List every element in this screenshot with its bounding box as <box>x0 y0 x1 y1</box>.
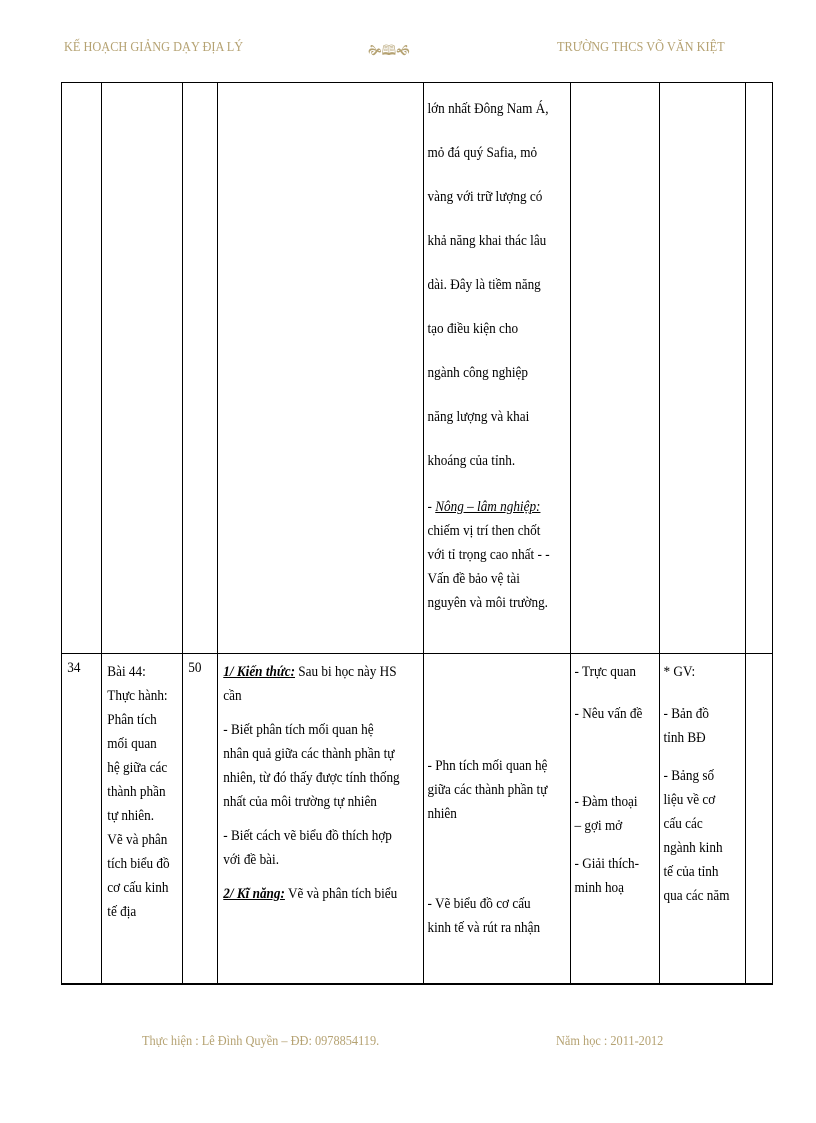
method-cell <box>571 654 660 984</box>
period-cell <box>183 654 218 984</box>
equipment-item: - Bảng số <box>663 768 715 784</box>
skill-text: Vẽ và phân tích biểu <box>284 886 398 902</box>
lesson-line: tích biểu đồ <box>107 856 170 872</box>
equipment-item: liệu về cơ <box>663 792 716 808</box>
method-item: - Nêu vấn đề <box>574 706 643 722</box>
equipment-item: cấu các <box>663 816 703 832</box>
method-item: - Trực quan <box>574 664 636 680</box>
method-item: - Giải thích- <box>574 856 640 872</box>
content-line: kinh tế và rút ra nhận <box>427 920 541 936</box>
lesson-line: hệ giữa các <box>107 760 168 776</box>
week-cell <box>62 83 102 654</box>
content-line: ngành công nghiệp <box>427 365 528 381</box>
content-line: mỏ đá quý Safia, mỏ <box>427 145 538 161</box>
objective-line: - Biết phân tích mối quan hệ <box>223 722 374 738</box>
week-cell <box>62 654 102 984</box>
content-line: - Phn tích mối quan hệ <box>427 758 548 774</box>
notes-cell <box>746 83 773 654</box>
method-item: – gợi mở <box>574 818 623 834</box>
period-number: 50 <box>188 660 202 676</box>
agri-line: với tỉ trọng cao nhất - - <box>427 547 550 563</box>
objectives-cell <box>218 654 424 984</box>
lesson-title <box>102 654 172 924</box>
equipment-item: qua các năm <box>663 888 730 904</box>
content-line: tạo điều kiện cho <box>427 321 519 337</box>
lesson-line: cơ cấu kinh <box>107 880 169 896</box>
agri-title: Nông – lâm nghiệp: <box>435 499 541 515</box>
equipment-cell <box>660 654 746 984</box>
lesson-line: Phân tích <box>107 712 157 728</box>
agri-line: Vấn đề bảo vệ tài <box>427 571 520 587</box>
header-school-name: TRƯỜNG THCS VÕ VĂN KIỆT <box>557 40 725 55</box>
week-number: 34 <box>67 660 81 676</box>
content-line: năng lượng và khai <box>427 409 530 425</box>
notes-cell <box>746 654 773 984</box>
equipment-item: - Bản đồ <box>663 706 709 722</box>
lesson-line: mối quan <box>107 736 157 752</box>
header-ornament: 🙞🕮🙜 <box>368 44 410 59</box>
lesson-line: thành phần <box>107 784 166 800</box>
content-line: khả năng khai thác lâu <box>427 233 547 249</box>
content-line: giữa các thành phần tự <box>427 782 548 798</box>
table-row <box>62 654 773 984</box>
period-cell <box>183 83 218 654</box>
objective-line: nhất của môi trường tự nhiên <box>223 794 377 810</box>
equipment-item: ngành kinh <box>663 840 723 856</box>
lesson-plan-table <box>61 82 773 985</box>
objective-line: với đề bài. <box>223 852 280 868</box>
content-line: nhiên <box>427 806 457 822</box>
objective-line: - Biết cách vẽ biểu đồ thích hợp <box>223 828 392 844</box>
content-line: - Vẽ biểu đồ cơ cấu <box>427 896 531 912</box>
lesson-cell <box>102 83 183 654</box>
method-cell <box>571 83 660 654</box>
footer-author: Thực hiện : Lê Đình Quyền – ĐĐ: 0978854119. <box>142 1034 380 1049</box>
knowledge-text: Sau bi học này HS <box>295 664 397 680</box>
method-item: - Đàm thoại <box>574 794 638 810</box>
equipment-title: * GV: <box>663 664 696 680</box>
content-line: lớn nhất Đông Nam Á, <box>427 101 549 117</box>
agri-line: nguyên và môi trường. <box>427 595 548 611</box>
method-item: minh hoạ <box>574 880 625 896</box>
knowledge-line: cần <box>223 688 242 704</box>
agriculture-section <box>428 495 553 615</box>
lesson-line: Thực hành: <box>107 688 168 704</box>
objective-line: nhiên, từ đó thấy được tính thống <box>223 770 400 786</box>
content-cell <box>424 83 571 654</box>
agri-dash: - <box>427 499 436 515</box>
content-line: khoáng của tỉnh. <box>427 453 516 469</box>
equipment-item: tỉnh BĐ <box>663 730 706 746</box>
objectives-cell <box>218 83 424 654</box>
table-row <box>62 83 773 654</box>
lesson-line: tự nhiên. <box>107 808 155 824</box>
content-cell <box>424 654 571 984</box>
content-line: vàng với trữ lượng có <box>427 189 543 205</box>
content-text <box>428 87 553 483</box>
content-line: dài. Đây là tiềm năng <box>427 277 541 293</box>
lesson-line: tế địa <box>107 904 137 920</box>
agri-line: chiếm vị trí then chốt <box>427 523 541 539</box>
header-left-title: KẾ HOẠCH GIẢNG DẠY ĐỊA LÝ <box>64 40 244 55</box>
equipment-cell <box>660 83 746 654</box>
lesson-cell <box>102 654 183 984</box>
lesson-line: Bài 44: <box>107 664 146 680</box>
lesson-line: Vẽ và phân <box>107 832 168 848</box>
equipment-item: tế của tỉnh <box>663 864 719 880</box>
knowledge-label: 1/ Kiến thức: <box>223 664 295 680</box>
footer-school-year: Năm học : 2011-2012 <box>556 1034 664 1049</box>
skill-label: 2/ Kĩ năng: <box>223 886 285 902</box>
objective-line: nhân quả giữa các thành phần tự <box>223 746 395 762</box>
